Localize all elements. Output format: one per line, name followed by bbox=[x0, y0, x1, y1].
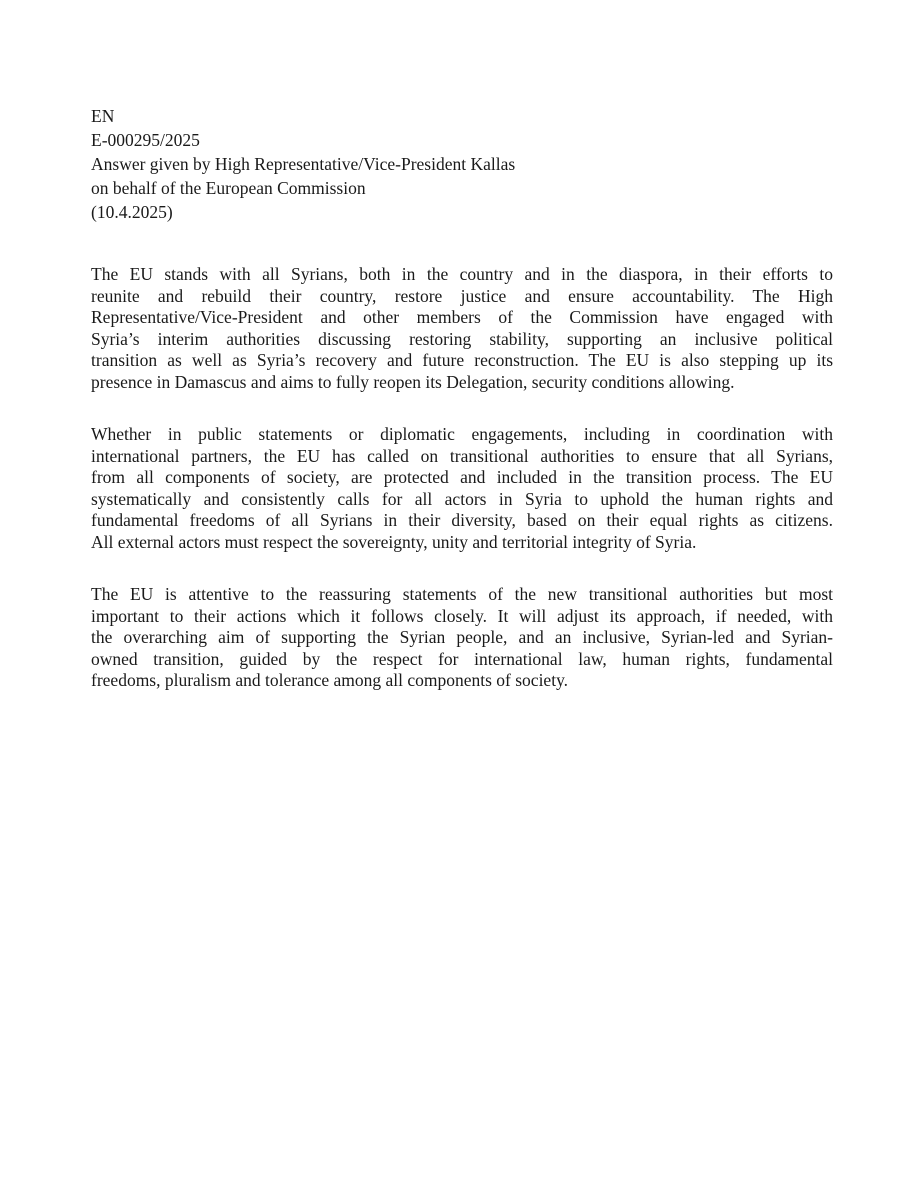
paragraph-line: The EU stands with all Syrians, both in the country and in the diaspora, in their efforts to bbox=[91, 264, 833, 284]
answer-attribution: Answer given by High Representative/Vice-President Kallas bbox=[91, 154, 516, 174]
answer-date: (10.4.2025) bbox=[91, 202, 173, 222]
paragraph-line: from all components of society, are protected and included in the transition process. The EU bbox=[91, 467, 833, 488]
behalf-line: on behalf of the European Commission bbox=[91, 178, 366, 198]
paragraph-line: freedoms, pluralism and tolerance among all components of society. bbox=[91, 670, 569, 691]
paragraph-3 bbox=[91, 584, 833, 692]
paragraph-line: All external actors must respect the sovereignty, unity and territorial integrity of Syria. bbox=[91, 531, 697, 552]
document-header bbox=[91, 104, 515, 224]
paragraph-line: The EU is attentive to the reassuring statements of the new transitional authorities but most bbox=[91, 584, 833, 604]
paragraph-line: international partners, the EU has called on transitional authorities to ensure that all Syrians, bbox=[91, 445, 833, 466]
paragraph-line: transition as well as Syria’s recovery and future reconstruction. The EU is also stepping up its bbox=[91, 350, 833, 371]
paragraph-line: systematically and consistently calls for all actors in Syria to uphold the human rights and bbox=[91, 488, 833, 509]
paragraph-line: the overarching aim of supporting the Syrian people, and an inclusive, Syrian-led and Syrian- bbox=[91, 627, 833, 648]
paragraph-line: reunite and rebuild their country, restore justice and ensure accountability. The High bbox=[91, 285, 833, 306]
paragraph-line: owned transition, guided by the respect for international law, human rights, fundamental bbox=[91, 648, 833, 669]
paragraph-line: important to their actions which it follows closely. It will adjust its approach, if needed, with bbox=[91, 605, 833, 626]
paragraph-line: Representative/Vice-President and other members of the Commission have engaged with bbox=[91, 307, 833, 328]
paragraph-line: fundamental freedoms of all Syrians in their diversity, based on their equal rights as citizens. bbox=[91, 510, 833, 531]
question-reference: E-000295/2025 bbox=[91, 130, 200, 150]
paragraph-line: presence in Damascus and aims to fully reopen its Delegation, security conditions allowing. bbox=[91, 371, 735, 392]
paragraph-2 bbox=[91, 424, 833, 554]
paragraph-line: Whether in public statements or diplomatic engagements, including in coordination with bbox=[91, 424, 833, 444]
paragraph-1 bbox=[91, 264, 833, 394]
paragraph-line: Syria’s interim authorities discussing restoring stability, supporting an inclusive political bbox=[91, 328, 833, 349]
language-code: EN bbox=[91, 106, 115, 126]
